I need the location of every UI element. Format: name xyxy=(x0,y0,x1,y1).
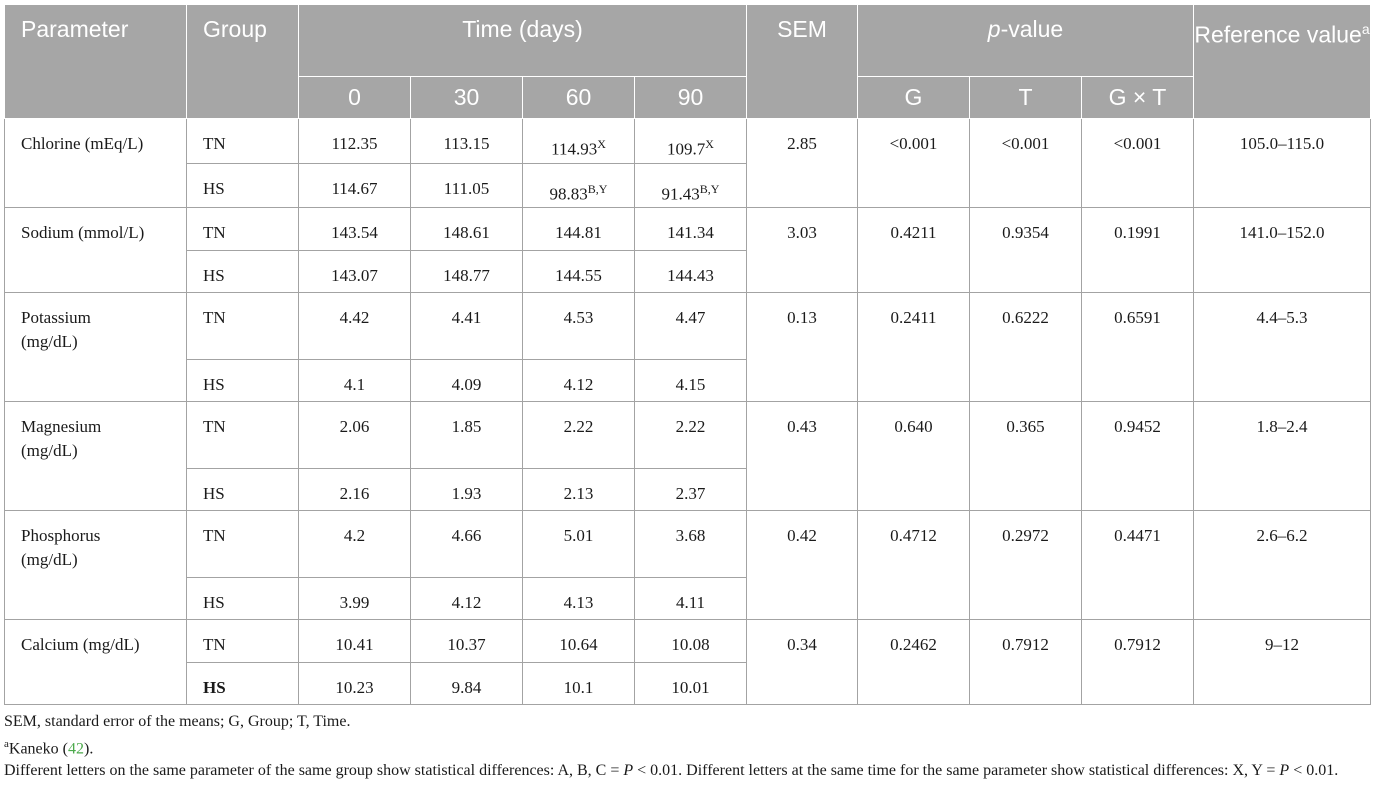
table-header xyxy=(5,5,1371,119)
value-cell: 144.81 xyxy=(523,208,635,251)
value-cell: 143.54 xyxy=(299,208,411,251)
header-day-30: 30 xyxy=(411,77,523,119)
value-cell: 4.47 xyxy=(635,293,747,360)
value-cell: 141.34 xyxy=(635,208,747,251)
group-cell: TN xyxy=(187,293,299,360)
header-day-90: 90 xyxy=(635,77,747,119)
value-sup: B,Y xyxy=(699,181,720,196)
sem-cell: 0.13 xyxy=(747,293,858,402)
ref-cell: 1.8–2.4 xyxy=(1194,402,1371,511)
value-cell: 10.64 xyxy=(523,620,635,663)
value-cell: 10.01 xyxy=(635,663,747,705)
value-cell: 2.13 xyxy=(523,469,635,511)
value-cell: 10.41 xyxy=(299,620,411,663)
table-row xyxy=(5,208,1371,251)
param-calcium: Calcium (mg/dL) xyxy=(5,620,187,705)
value-cell: 10.23 xyxy=(299,663,411,705)
value-cell: 1.85 xyxy=(411,402,523,469)
note-part-2: < 0.01. Different letters at the same time for the same parameter show statistical differences: X, Y = xyxy=(633,762,1280,780)
sem-cell: 0.34 xyxy=(747,620,858,705)
p-g-cell: <0.001 xyxy=(858,119,970,208)
header-parameter: Parameter xyxy=(5,5,187,119)
table-row xyxy=(5,620,1371,663)
param-line-1: Phosphorus xyxy=(21,526,101,546)
value-text: 91.43 xyxy=(661,184,700,204)
footnote-author: Kaneko ( xyxy=(8,740,68,758)
group-cell: TN xyxy=(187,402,299,469)
param-chlorine: Chlorine (mEq/L) xyxy=(5,119,187,208)
sem-cell: 0.43 xyxy=(747,402,858,511)
header-p-g: G xyxy=(858,77,970,119)
value-cell: 4.1 xyxy=(299,360,411,402)
param-potassium xyxy=(5,293,187,402)
value-cell: 4.15 xyxy=(635,360,747,402)
group-cell: TN xyxy=(187,208,299,251)
header-sem: SEM xyxy=(747,5,858,119)
value-cell xyxy=(635,163,747,208)
p-g-cell: 0.2411 xyxy=(858,293,970,402)
p-t-cell: 0.6222 xyxy=(970,293,1082,402)
header-day-0: 0 xyxy=(299,77,411,119)
note-p-2: P xyxy=(1279,762,1290,780)
value-cell: 4.13 xyxy=(523,578,635,620)
value-cell: 5.01 xyxy=(523,511,635,578)
note-p-1: P xyxy=(623,762,634,780)
value-cell: 4.09 xyxy=(411,360,523,402)
value-cell: 4.41 xyxy=(411,293,523,360)
value-cell: 3.99 xyxy=(299,578,411,620)
ref-cell: 141.0–152.0 xyxy=(1194,208,1371,293)
p-t-cell: 0.7912 xyxy=(970,620,1082,705)
value-sup: B,Y xyxy=(587,181,608,196)
header-pvalue xyxy=(858,5,1194,77)
value-cell: 4.42 xyxy=(299,293,411,360)
p-t-cell: 0.365 xyxy=(970,402,1082,511)
p-gxt-cell: 0.4471 xyxy=(1082,511,1194,620)
group-cell: HS xyxy=(187,663,299,705)
param-sodium: Sodium (mmol/L) xyxy=(5,208,187,293)
header-reference-text: Reference value xyxy=(1194,21,1362,48)
group-cell: TN xyxy=(187,511,299,578)
value-cell: 4.53 xyxy=(523,293,635,360)
group-cell: HS xyxy=(187,163,299,208)
param-line-1: Magnesium xyxy=(21,417,102,437)
p-gxt-cell: 0.6591 xyxy=(1082,293,1194,402)
value-cell: 10.1 xyxy=(523,663,635,705)
value-cell: 144.43 xyxy=(635,251,747,293)
value-cell xyxy=(523,163,635,208)
value-cell: 4.11 xyxy=(635,578,747,620)
footnote-mark: a xyxy=(4,738,9,750)
footnote-significance xyxy=(4,760,1370,782)
header-group: Group xyxy=(187,5,299,119)
footnote-close: ). xyxy=(83,740,94,758)
header-reference-sup: a xyxy=(1361,21,1370,37)
table-body xyxy=(5,119,1371,705)
value-sup: X xyxy=(597,137,606,151)
value-cell: 144.55 xyxy=(523,251,635,293)
p-gxt-cell: <0.001 xyxy=(1082,119,1194,208)
sem-cell: 2.85 xyxy=(747,119,858,208)
value-cell: 2.37 xyxy=(635,469,747,511)
table-row xyxy=(5,119,1371,164)
value-cell xyxy=(523,119,635,164)
sem-cell: 0.42 xyxy=(747,511,858,620)
value-sup: X xyxy=(705,137,714,151)
value-text: 109.7 xyxy=(667,139,706,159)
value-cell: 3.68 xyxy=(635,511,747,578)
value-cell xyxy=(635,119,747,164)
param-line-1: Potassium xyxy=(21,308,91,328)
value-cell: 2.22 xyxy=(635,402,747,469)
p-g-cell: 0.4211 xyxy=(858,208,970,293)
ref-cell: 2.6–6.2 xyxy=(1194,511,1371,620)
value-cell: 113.15 xyxy=(411,119,523,164)
p-t-cell: 0.2972 xyxy=(970,511,1082,620)
note-part-3: < 0.01. xyxy=(1289,762,1339,780)
p-gxt-cell: 0.7912 xyxy=(1082,620,1194,705)
value-cell: 4.66 xyxy=(411,511,523,578)
sem-cell: 3.03 xyxy=(747,208,858,293)
table-row xyxy=(5,511,1371,578)
p-gxt-cell: 0.1991 xyxy=(1082,208,1194,293)
header-p-t: T xyxy=(970,77,1082,119)
header-reference xyxy=(1194,5,1371,119)
p-g-cell: 0.640 xyxy=(858,402,970,511)
ref-cell: 105.0–115.0 xyxy=(1194,119,1371,208)
value-cell: 112.35 xyxy=(299,119,411,164)
electrolyte-table xyxy=(4,4,1371,705)
param-line-2: (mg/dL) xyxy=(21,441,78,461)
value-cell: 114.67 xyxy=(299,163,411,208)
header-p-gxt: G × T xyxy=(1082,77,1194,119)
value-cell: 143.07 xyxy=(299,251,411,293)
value-cell: 4.12 xyxy=(411,578,523,620)
p-gxt-cell: 0.9452 xyxy=(1082,402,1194,511)
p-t-cell: 0.9354 xyxy=(970,208,1082,293)
header-time: Time (days) xyxy=(299,5,747,77)
ref-cell: 4.4–5.3 xyxy=(1194,293,1371,402)
table-row xyxy=(5,402,1371,469)
group-cell: HS xyxy=(187,251,299,293)
ref-cell: 9–12 xyxy=(1194,620,1371,705)
value-cell: 1.93 xyxy=(411,469,523,511)
header-pvalue-rest: -value xyxy=(1000,16,1064,42)
value-text: 114.93 xyxy=(551,139,598,159)
value-cell: 148.61 xyxy=(411,208,523,251)
group-cell: TN xyxy=(187,119,299,164)
value-cell: 10.37 xyxy=(411,620,523,663)
table-footnotes xyxy=(4,711,1370,782)
group-cell: HS xyxy=(187,469,299,511)
value-cell: 10.08 xyxy=(635,620,747,663)
header-pvalue-italic: p xyxy=(987,16,1001,42)
value-text: 98.83 xyxy=(549,184,588,204)
group-cell: HS xyxy=(187,360,299,402)
table-row xyxy=(5,293,1371,360)
header-row-1 xyxy=(5,5,1371,77)
value-cell: 2.22 xyxy=(523,402,635,469)
value-cell: 9.84 xyxy=(411,663,523,705)
value-cell: 2.06 xyxy=(299,402,411,469)
note-part-1: Different letters on the same parameter of the same group show statistical differences: A, B, C = xyxy=(4,762,624,780)
value-cell: 111.05 xyxy=(411,163,523,208)
group-cell: TN xyxy=(187,620,299,663)
p-g-cell: 0.2462 xyxy=(858,620,970,705)
value-cell: 4.12 xyxy=(523,360,635,402)
p-g-cell: 0.4712 xyxy=(858,511,970,620)
param-magnesium xyxy=(5,402,187,511)
header-day-60: 60 xyxy=(523,77,635,119)
param-phosphorus xyxy=(5,511,187,620)
citation-link[interactable]: 42 xyxy=(67,740,84,758)
group-cell: HS xyxy=(187,578,299,620)
value-cell: 2.16 xyxy=(299,469,411,511)
footnote-abbreviations: SEM, standard error of the means; G, Group; T, Time. xyxy=(4,713,351,730)
param-line-2: (mg/dL) xyxy=(21,550,78,570)
param-line-2: (mg/dL) xyxy=(21,332,78,352)
p-t-cell: <0.001 xyxy=(970,119,1082,208)
footnote-reference xyxy=(4,733,1370,760)
value-cell: 4.2 xyxy=(299,511,411,578)
value-cell: 148.77 xyxy=(411,251,523,293)
